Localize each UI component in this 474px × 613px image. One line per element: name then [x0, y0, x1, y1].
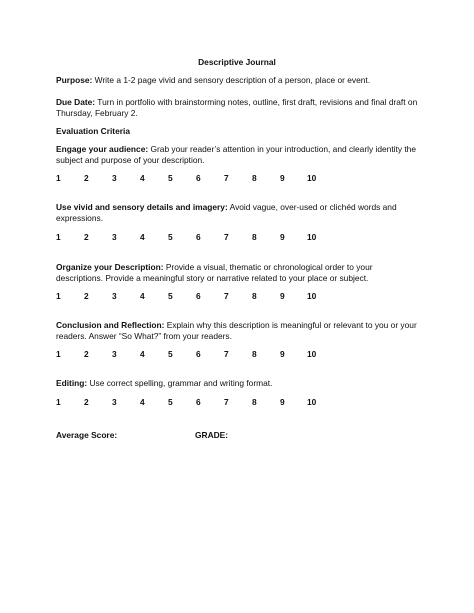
due-date-paragraph [56, 97, 418, 118]
criterion-label: Editing: [56, 378, 88, 388]
criterion-label: Engage your audience: [56, 144, 149, 154]
rating-number: 5 [168, 291, 173, 301]
criterion-label: Conclusion and Reflection: [56, 320, 165, 330]
rating-number: 7 [224, 291, 229, 301]
rating-number: 8 [252, 232, 257, 242]
rating-number: 6 [196, 232, 201, 242]
rating-number: 5 [168, 173, 173, 183]
rating-number: 1 [56, 173, 61, 183]
rating-number: 3 [112, 349, 117, 359]
rating-number: 10 [307, 397, 317, 407]
criterion-details [56, 202, 418, 223]
rating-number: 5 [168, 232, 173, 242]
rating-number: 6 [196, 291, 201, 301]
rating-number: 6 [196, 173, 201, 183]
rating-number: 7 [224, 397, 229, 407]
rating-number: 9 [280, 397, 285, 407]
rating-number: 8 [252, 397, 257, 407]
criterion-label: Organize your Description: [56, 262, 164, 272]
rating-number: 4 [140, 173, 145, 183]
average-score-label: Average Score: [56, 430, 118, 440]
criteria-heading: Evaluation Criteria [56, 126, 131, 136]
due-date-text: Turn in portfolio with brainstorming notes, outline, first draft, revisions and final draft on Thursday, February 2. [56, 97, 418, 118]
rating-number: 7 [224, 232, 229, 242]
due-date-label: Due Date: [56, 97, 96, 107]
criterion-editing [56, 378, 418, 389]
rating-number: 10 [307, 349, 317, 359]
rating-number: 2 [84, 291, 89, 301]
rating-number: 4 [140, 232, 145, 242]
rating-number: 5 [168, 397, 173, 407]
criterion-text: Grab your reader’s attention in your introduction, and clearly identity the subject and purpose of your description. [56, 144, 416, 165]
rating-scale [56, 173, 356, 184]
rating-scale [56, 291, 356, 302]
rating-number: 1 [56, 291, 61, 301]
rating-number: 3 [112, 397, 117, 407]
rating-number: 1 [56, 397, 61, 407]
rating-scale [56, 397, 356, 408]
rating-number: 7 [224, 349, 229, 359]
rating-number: 2 [84, 173, 89, 183]
rating-number: 10 [307, 291, 317, 301]
rating-scale [56, 349, 356, 360]
rating-number: 5 [168, 349, 173, 359]
rating-number: 4 [140, 397, 145, 407]
rating-number: 9 [280, 349, 285, 359]
rating-number: 6 [196, 349, 201, 359]
rating-number: 8 [252, 349, 257, 359]
purpose-label: Purpose: [56, 75, 93, 85]
rating-number: 6 [196, 397, 201, 407]
purpose-text: Write a 1-2 page vivid and sensory description of a person, place or event. [92, 75, 371, 85]
rating-number: 9 [280, 173, 285, 183]
rating-number: 2 [84, 397, 89, 407]
rating-number: 3 [112, 232, 117, 242]
rating-number: 4 [140, 291, 145, 301]
rating-number: 10 [307, 232, 317, 242]
criterion-conclusion [56, 320, 418, 341]
document-title: Descriptive Journal [198, 57, 276, 67]
rating-number: 9 [280, 232, 285, 242]
criterion-text: Use correct spelling, grammar and writing format. [87, 378, 273, 388]
rating-number: 1 [56, 349, 61, 359]
criterion-engage [56, 144, 418, 165]
rating-number: 4 [140, 349, 145, 359]
rating-number: 7 [224, 173, 229, 183]
criterion-organize [56, 262, 418, 283]
rating-number: 3 [112, 291, 117, 301]
rating-number: 8 [252, 173, 257, 183]
criterion-text: Explain why this description is meaningful or relevant to you or your readers. Answer “So What?” from your readers. [56, 320, 417, 341]
rating-number: 2 [84, 349, 89, 359]
rating-scale [56, 232, 356, 243]
rating-number: 9 [280, 291, 285, 301]
criterion-text: Avoid vague, over-used or clichéd words and expressions. [56, 202, 397, 223]
rating-number: 1 [56, 232, 61, 242]
rating-number: 3 [112, 173, 117, 183]
purpose-paragraph [56, 75, 418, 86]
rating-number: 2 [84, 232, 89, 242]
grade-label: GRADE: [195, 430, 229, 440]
criterion-text: Provide a visual, thematic or chronological order to your descriptions. Provide a meaningful story or narrative related to your place or subject. [56, 262, 373, 283]
rating-number: 10 [307, 173, 317, 183]
rating-number: 8 [252, 291, 257, 301]
criterion-label: Use vivid and sensory details and imagery: [56, 202, 228, 212]
